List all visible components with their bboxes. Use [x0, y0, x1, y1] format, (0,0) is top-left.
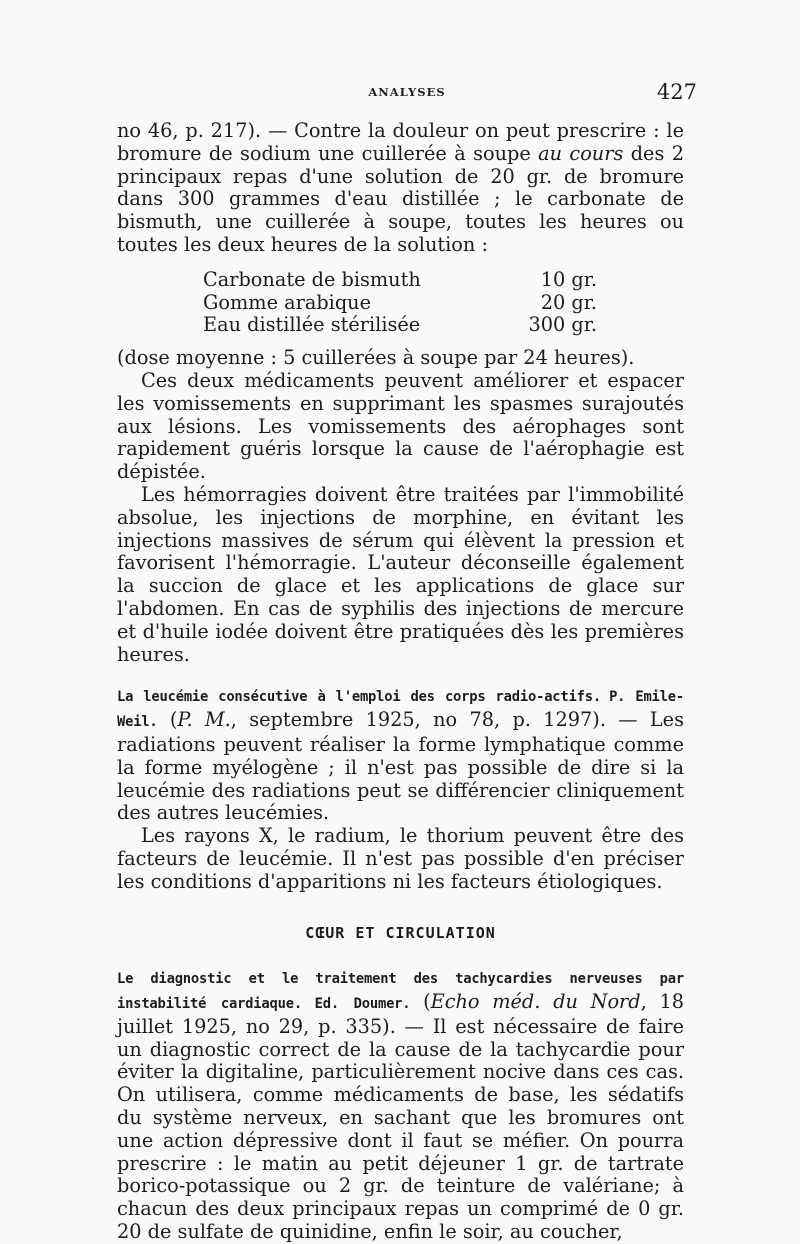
article-author: Ed. Doumer. [314, 996, 411, 1013]
hemorrhage-paragraph: Les hémorragies doivent être traitées par l'immobilité absolue, les injections de morphine, en évitant les injections massives de sérum qui élèvent la pression et favorisent l'hémorragie. L'auteur déconseille également la succion de glace et les applications de glace sur l'abdomen. En cas de syphilis des injections de mercure et d'huile iodée doivent être pratiquées dès les premières heures. [117, 482, 684, 666]
abstract-leucemie [117, 684, 684, 893]
citation-open: ( [157, 708, 178, 732]
page-number: 427 [656, 80, 697, 104]
abstract-text: , septembre 1925, no 78, p. 1297). — Les radiations peuvent réaliser la forme lymphatique comme la forme myélogène ; il n'est pas possible de dire si la leucémie des radiations peut se différencier cliniquement des autres leucémies. [117, 708, 684, 825]
dose-paragraph: (dose moyenne : 5 cuillerées à soupe par 24 heures). [117, 346, 635, 370]
abstract-tachycardie [117, 966, 684, 1244]
intro-paragraph [117, 120, 684, 257]
article-title: La leucémie consécutive à l'emploi des corps radio-actifs. [117, 689, 601, 706]
recipe-table [203, 269, 597, 337]
running-title: ANALYSES [368, 85, 446, 99]
abstract-text: , 18 juillet 1925, no 29, p. 335). — Il est nécessaire de faire un diagnostic correct de la cause de la tachycardie pour éviter la digitaline, particulièrement nocive dans ces cas. On utilisera, comme médicaments de base, les sédatifs du système nerveux, en sachant que les bromures ont une action dépressive dont il faut se méfier. On pourra prescrire : le matin au petit déjeuner 1 gr. de tartrate borico-potassique ou 2 gr. de teinture de valériane; à chacun des deux principaux repas un comprimé de 0 gr. 20 de sulfate de quinidine, enfin le soir, au coucher, [117, 990, 684, 1244]
recipe-quantity: 300 gr. [528, 313, 597, 337]
recipe-quantity: 20 gr. [540, 290, 597, 314]
leucemie-paragraph-1 [117, 684, 684, 825]
citation-open: ( [410, 990, 431, 1014]
intro-text-after: des 2 principaux repas d'une solution de 20 gr. de bromure dans 300 grammes d'eau distillée ; le carbonate de bismuth, une cuillerée à soupe, toutes les heures ou toutes les deux heures de la solution : [117, 141, 684, 256]
recipe-row [203, 269, 597, 292]
journal-name: P. M. [177, 708, 231, 732]
recipe-row [203, 292, 597, 315]
running-head [117, 80, 697, 104]
intro-emphasis: au cours [538, 141, 624, 165]
article-author: P. Emile-Weil. [117, 689, 684, 731]
vomiting-paragraph: Ces deux médicaments peuvent améliorer et espacer les vomissements en supprimant les spasmes surajoutés aux lésions. Les vomissements des aérophages sont rapidement guéris lorsque la cause de l'aérophagie est dépistée. [117, 368, 684, 484]
recipe-quantity: 10 gr. [540, 267, 597, 291]
journal-name: Echo méd. du Nord [430, 990, 641, 1014]
recipe-row [203, 314, 597, 337]
tachy-paragraph [117, 966, 684, 1244]
section-heading: CŒUR ET CIRCULATION [305, 923, 496, 942]
leucemie-paragraph-2: Les rayons X, le radium, le thorium peuvent être des facteurs de leucémie. Il n'est pas possible d'en préciser les conditions d'apparitions ni les facteurs étiologiques. [117, 824, 684, 893]
recipe-ingredient: Gomme arabique [203, 290, 372, 314]
article-title: Le diagnostic et le traitement des tachycardies nerveuses par instabilité cardiaque. [117, 971, 684, 1013]
recipe-ingredient: Carbonate de bismuth [203, 267, 421, 291]
recipe-ingredient: Eau distillée stérilisée [203, 313, 421, 337]
intro-text-before: no 46, p. 217). — Contre la douleur on peut prescrire : le bromure de sodium une cuillerée à soupe [117, 119, 684, 165]
body-text [117, 120, 684, 1244]
